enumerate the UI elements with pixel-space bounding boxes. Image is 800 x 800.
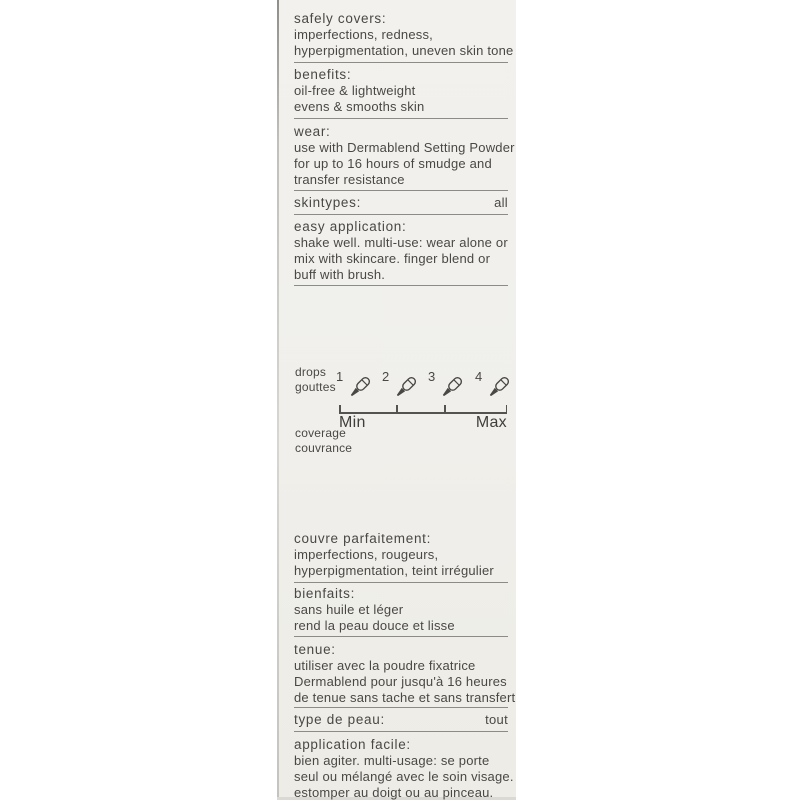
section-line: sans huile et léger bbox=[294, 602, 404, 617]
section-heading: skintypes: bbox=[294, 195, 362, 210]
section-line: hyperpigmentation, teint irrégulier bbox=[294, 563, 494, 578]
dropper-icon bbox=[343, 372, 375, 404]
drops-label-en: drops bbox=[295, 365, 327, 379]
dropper-count: 1 bbox=[336, 369, 344, 384]
scale-tick-2 bbox=[396, 405, 398, 414]
section-line: shake well. multi-use: wear alone or bbox=[294, 235, 508, 250]
section-skintypes bbox=[294, 191, 508, 215]
section-line: evens & smooths skin bbox=[294, 99, 425, 114]
section-line: seul ou mélangé avec le soin visage. bbox=[294, 769, 514, 784]
coverage-label-en: coverage bbox=[295, 426, 346, 440]
section-line: bien agiter. multi-usage: se porte bbox=[294, 753, 490, 768]
section-heading: safely covers: bbox=[294, 11, 387, 26]
section-line: use with Dermablend Setting Powder bbox=[294, 140, 515, 155]
section-type-de-peau bbox=[294, 708, 508, 732]
section-bienfaits bbox=[294, 583, 508, 637]
section-heading: tenue: bbox=[294, 642, 336, 657]
coverage-label-fr: couvrance bbox=[295, 441, 353, 455]
panel-content bbox=[294, 0, 516, 800]
skintypes-value: all bbox=[494, 195, 508, 210]
section-line: transfer resistance bbox=[294, 172, 405, 187]
section-line: mix with skincare. finger blend or bbox=[294, 251, 491, 266]
dosage-diagram bbox=[294, 286, 508, 455]
drops-label-fr: gouttes bbox=[295, 380, 336, 394]
section-line: utiliser avec la poudre fixatrice bbox=[294, 658, 476, 673]
section-heading: couvre parfaitement: bbox=[294, 531, 432, 546]
section-line: buff with brush. bbox=[294, 267, 386, 282]
scale-tick-3 bbox=[444, 405, 446, 414]
section-heading: type de peau: bbox=[294, 712, 385, 727]
dropper-1 bbox=[336, 369, 378, 411]
section-line: rend la peau douce et lisse bbox=[294, 618, 455, 633]
section-line: imperfections, redness, bbox=[294, 27, 433, 42]
coverage-label bbox=[295, 426, 352, 456]
max-label: Max bbox=[475, 414, 507, 431]
product-box-back-panel bbox=[277, 0, 516, 800]
section-line: estomper au doigt ou au pinceau. bbox=[294, 785, 494, 800]
section-line: for up to 16 hours of smudge and bbox=[294, 156, 492, 171]
drops-label bbox=[295, 365, 336, 395]
dropper-icon bbox=[435, 372, 467, 404]
min-label: Min bbox=[339, 414, 366, 431]
type-de-peau-value: tout bbox=[485, 712, 508, 727]
section-line: oil-free & lightweight bbox=[294, 83, 416, 98]
section-line: imperfections, rougeurs, bbox=[294, 547, 439, 562]
box-left-edge bbox=[277, 0, 279, 800]
section-heading: benefits: bbox=[294, 67, 352, 82]
section-heading: bienfaits: bbox=[294, 586, 356, 601]
scale-tick-4 bbox=[506, 405, 508, 414]
section-wear bbox=[294, 119, 515, 191]
dropper-4 bbox=[475, 369, 517, 411]
section-couvre-parfaitement bbox=[294, 455, 508, 583]
section-line: de tenue sans tache et sans transfert bbox=[294, 690, 516, 705]
section-safely-covers bbox=[294, 0, 514, 63]
section-heading: easy application: bbox=[294, 219, 407, 234]
dropper-count: 3 bbox=[428, 369, 436, 384]
section-heading: application facile: bbox=[294, 737, 411, 752]
section-tenue bbox=[294, 637, 516, 708]
section-application-facile bbox=[294, 732, 514, 800]
section-line: hyperpigmentation, uneven skin tone bbox=[294, 43, 514, 58]
section-heading: wear: bbox=[294, 124, 331, 139]
dropper-2 bbox=[382, 369, 424, 411]
dropper-icon bbox=[389, 372, 421, 404]
section-line: Dermablend pour jusqu'à 16 heures bbox=[294, 674, 507, 689]
dropper-3 bbox=[428, 369, 470, 411]
dropper-icon bbox=[482, 372, 514, 404]
section-benefits bbox=[294, 63, 508, 119]
section-easy-application bbox=[294, 215, 508, 286]
dropper-count: 2 bbox=[382, 369, 390, 384]
dropper-count: 4 bbox=[475, 369, 483, 384]
scale-tick-1 bbox=[339, 405, 341, 414]
